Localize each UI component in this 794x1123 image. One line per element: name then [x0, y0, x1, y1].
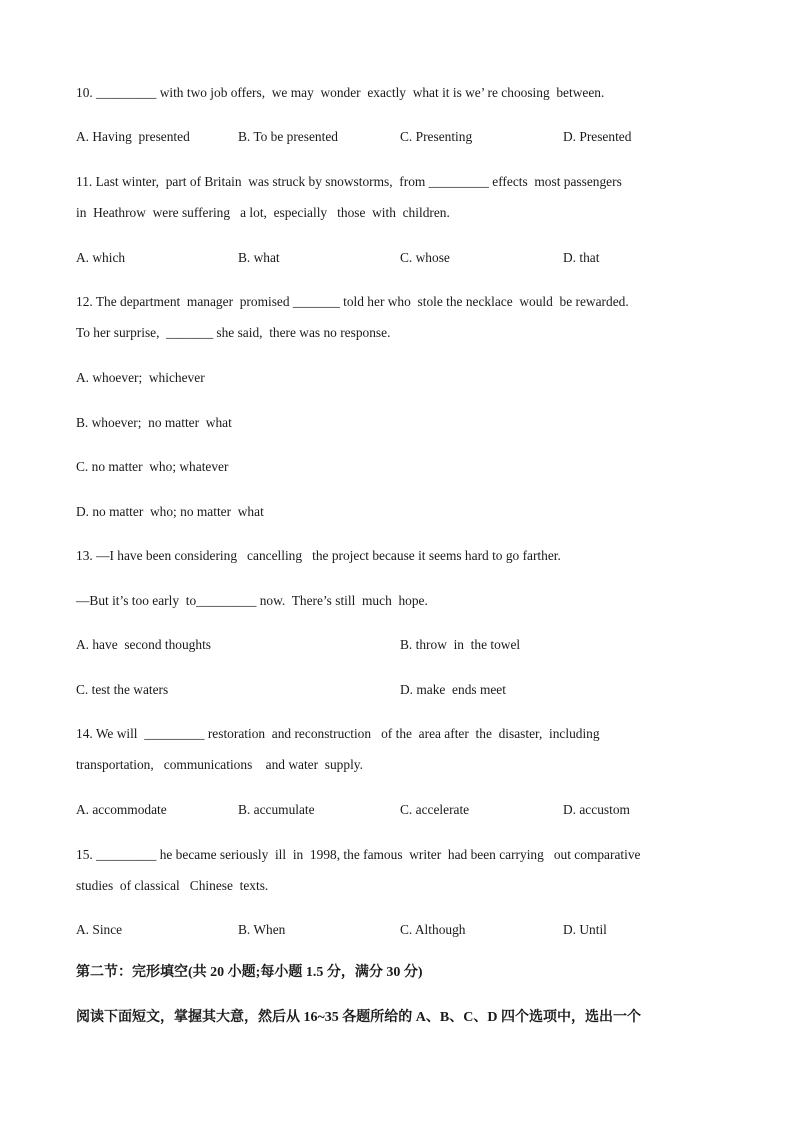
question-11-option-c: C. whose: [400, 250, 450, 265]
section-title: 第二节：完形填空(共 20 小题;每小题 1.5 分，满分 30 分): [76, 965, 423, 980]
question-13-option-c: C. test the waters: [76, 682, 169, 697]
question-14-option-d: D. accustom: [563, 802, 630, 817]
question-10-option-d: D. Presented: [563, 129, 632, 144]
question-11-option-b: B. what: [238, 250, 280, 265]
question-15-option-d: D. Until: [563, 922, 607, 937]
question-12-stem-line-1: 12. The department manager promised _______ told her who stole the necklace would be rewarded.: [76, 294, 629, 309]
question-14-option-b: B. accumulate: [238, 802, 315, 817]
question-12-option-d: D. no matter who; no matter what: [76, 504, 264, 519]
question-11-stem-line-1: 11. Last winter, part of Britain was struck by snowstorms, from _________ effects most passengers: [76, 174, 622, 189]
question-15-stem-line-1: 15. _________ he became seriously ill in 1998, the famous writer had been carrying out comparative: [76, 847, 641, 862]
question-12-option-b: B. whoever; no matter what: [76, 415, 232, 430]
question-14-option-a: A. accommodate: [76, 802, 167, 817]
question-10-stem: 10. _________ with two job offers, we may wonder exactly what it is we’ re choosing between.: [76, 85, 605, 100]
question-13-stem-line-1: 13. —I have been considering cancelling the project because it seems hard to go farther.: [76, 548, 561, 563]
question-10-option-b: B. To be presented: [238, 129, 338, 144]
question-11-stem-line-2: in Heathrow were suffering a lot, especially those with children.: [76, 205, 450, 220]
question-15-option-a: A. Since: [76, 922, 123, 937]
question-12-option-a: A. whoever; whichever: [76, 370, 205, 385]
section-instruction: 阅读下面短文，掌握其大意，然后从 16~35 各题所给的 A、B、C、D 四个选项中，选出一个: [76, 1010, 641, 1025]
question-15-stem-line-2: studies of classical Chinese texts.: [76, 878, 269, 893]
question-11-option-a: A. which: [76, 250, 126, 265]
question-13-stem-line-2: —But it’s too early to_________ now. There’s still much hope.: [76, 593, 428, 608]
question-13-option-a: A. have second thoughts: [76, 637, 211, 652]
question-10-option-a: A. Having presented: [76, 129, 190, 144]
question-10-option-c: C. Presenting: [400, 129, 473, 144]
question-14-stem-line-2: transportation, communications and water supply.: [76, 757, 363, 772]
question-11-option-d: D. that: [563, 250, 600, 265]
question-14-stem-line-1: 14. We will _________ restoration and reconstruction of the area after the disaster, including: [76, 726, 600, 741]
question-13-option-b: B. throw in the towel: [400, 637, 521, 652]
question-15-option-c: C. Although: [400, 922, 466, 937]
question-12-stem-line-2: To her surprise, _______ she said, there was no response.: [76, 325, 391, 340]
question-15-option-b: B. When: [238, 922, 286, 937]
question-13-option-d: D. make ends meet: [400, 682, 506, 697]
question-12-option-c: C. no matter who; whatever: [76, 459, 229, 474]
question-14-option-c: C. accelerate: [400, 802, 470, 817]
